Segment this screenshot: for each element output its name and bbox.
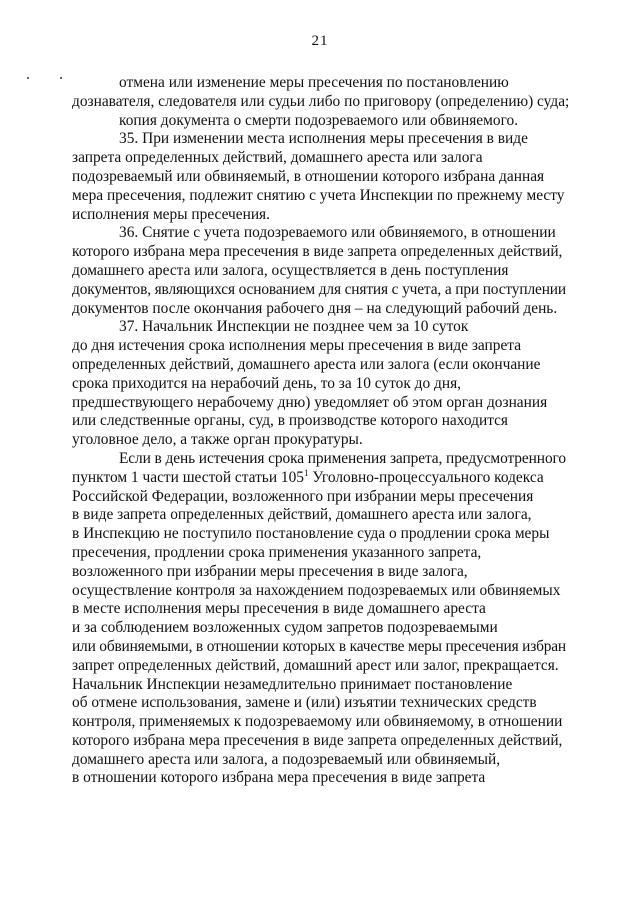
- text-line: дознавателя, следователя или судьи либо по приговору (определению) суда;: [72, 92, 570, 110]
- text-line: 37. Начальник Инспекции не позднее чем за 10 суток: [119, 318, 469, 336]
- paragraph-death-certificate: [72, 112, 566, 131]
- scan-speck: [27, 77, 29, 79]
- text-line: в месте исполнения меры пресечения в виде домашнего ареста: [72, 600, 486, 618]
- text-line: в отношении которого избрана мера пресечения в виде запрета: [72, 769, 486, 787]
- text-line: документов, являющихся основанием для снятия с учета, а при поступлении: [72, 280, 566, 298]
- scan-speck: [60, 77, 62, 79]
- text-line: запрет определенных действий, домашний арест или залог, прекращается.: [72, 656, 559, 674]
- text-line: в Инспекцию не поступило постановление суда о продлении срока меры: [72, 525, 550, 543]
- text-line: пресечения, продлении срока применения указанного запрета,: [72, 543, 482, 561]
- text-line: контроля, применяемых к подозреваемому или обвиняемому, в отношении: [72, 713, 563, 731]
- text-line: до дня истечения срока исполнения меры пресечения в виде запрета: [72, 337, 522, 355]
- text-line: предшествующего нерабочему дню) уведомляет об этом орган дознания: [72, 393, 548, 411]
- body-text: [72, 74, 570, 788]
- paragraph-35: [72, 130, 566, 224]
- text-line: запрета определенных действий, домашнего ареста или залога: [72, 149, 483, 167]
- text-line: копия документа о смерти подозреваемого или обвиняемого.: [119, 111, 519, 129]
- article-reference: пунктом 1 части шестой статьи 105: [72, 468, 305, 486]
- paragraph-37: [72, 318, 566, 450]
- paragraph-36: [72, 224, 566, 318]
- text-line: уголовное дело, а также орган прокуратуры.: [72, 431, 363, 449]
- text-line: Российской Федерации, возложенного при избрании меры пресечения: [72, 487, 534, 505]
- text-line: определенных действий, домашнего ареста или залога (если окончание: [72, 355, 541, 373]
- text-line: и за соблюдением возложенных судом запретов подозреваемыми: [72, 619, 498, 637]
- text-line: 35. При изменении места исполнения меры пресечения в виде: [119, 130, 528, 148]
- text-line: осуществление контроля за нахождением подозреваемых или обвиняемых: [72, 581, 561, 599]
- paragraph-revocation: [72, 74, 570, 112]
- text-line: Начальник Инспекции незамедлительно принимает постановление: [72, 675, 513, 693]
- text-line: об отмене использования, замене и (или) изъятии технических средств: [72, 694, 537, 712]
- text-line: или следственные органы, суд, в производстве которого находится: [72, 412, 509, 430]
- text-line: Если в день истечения срока применения запрета, предусмотренного: [119, 449, 566, 467]
- text-line: срока приходится на нерабочий день, то за 10 суток до дня,: [72, 374, 462, 392]
- text-line: исполнения меры пресечения.: [72, 205, 270, 223]
- text-line-with-article: [72, 469, 566, 488]
- text-line: которого избрана мера пресечения в виде запрета определенных действий,: [72, 731, 563, 749]
- paragraph-expiry: [72, 450, 566, 788]
- page-number: 21: [311, 33, 329, 49]
- article-superscript: 1: [304, 467, 309, 478]
- code-name: Уголовно-процессуального кодекса: [312, 468, 544, 486]
- text-line: возложенного при избрании меры пресечения в виде залога,: [72, 562, 468, 580]
- text-line: или обвиняемыми, в отношении которых в качестве меры пресечения избран: [72, 637, 566, 655]
- text-line: 36. Снятие с учета подозреваемого или обвиняемого, в отношении: [119, 224, 556, 242]
- text-line: домашнего ареста или залога, а подозреваемый или обвиняемый,: [72, 750, 501, 768]
- text-line: подозреваемый или обвиняемый, в отношении которого избрана данная: [72, 167, 545, 185]
- text-line: в виде запрета определенных действий, домашнего ареста или залога,: [72, 506, 532, 524]
- text-line: документов после окончания рабочего дня – на следующий рабочий день.: [72, 299, 558, 317]
- text-line: домашнего ареста или залога, осуществляется в день поступления: [72, 261, 509, 279]
- text-line: мера пресечения, подлежит снятию с учета Инспекции по прежнему месту: [72, 186, 565, 204]
- text-line: отмена или изменение меры пресечения по постановлению: [119, 74, 509, 91]
- text-line: которого избрана мера пресечения в виде запрета определенных действий,: [72, 243, 563, 261]
